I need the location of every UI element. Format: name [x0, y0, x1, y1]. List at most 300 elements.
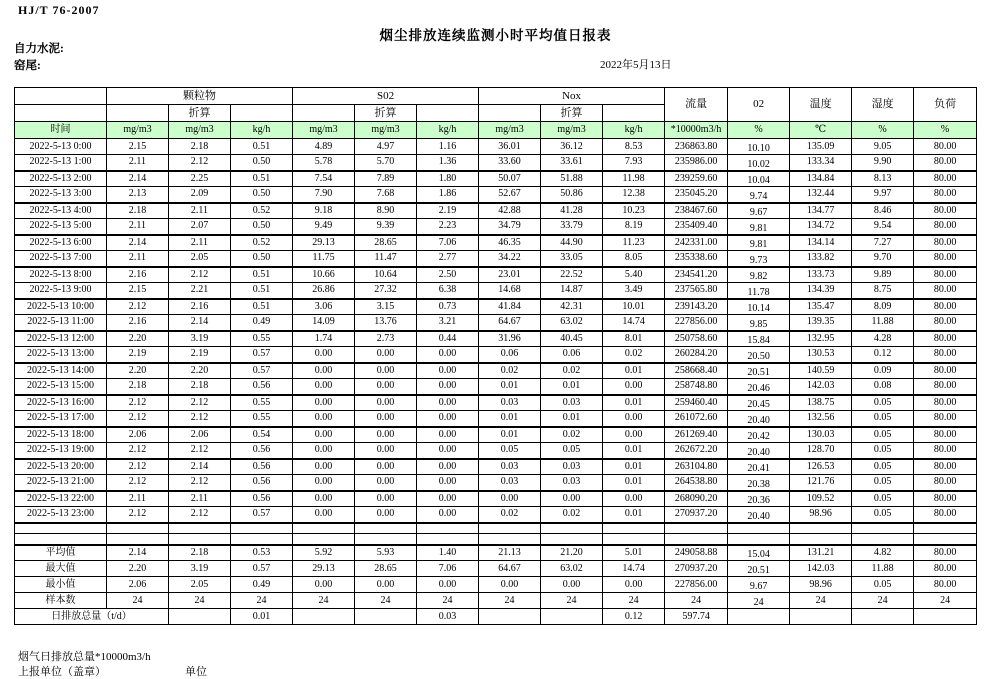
- value-cell: 0.00: [417, 491, 479, 507]
- summary-label: 最小值: [15, 577, 107, 593]
- value-cell: 8.05: [603, 251, 665, 267]
- value-cell: 0.05: [852, 395, 914, 411]
- value-cell: 13.76: [355, 315, 417, 331]
- value-cell: 0.05: [541, 443, 603, 459]
- value-cell: 0.00: [293, 475, 355, 491]
- value-cell: 2.18: [169, 139, 231, 155]
- value-cell: 9.81: [728, 235, 790, 251]
- value-cell: 24: [541, 593, 603, 609]
- value-cell: 24: [665, 593, 728, 609]
- value-cell: 80.00: [914, 347, 977, 363]
- value-cell: 2.12: [107, 459, 169, 475]
- value-cell: 24: [790, 593, 852, 609]
- value-cell: 0.01: [603, 475, 665, 491]
- value-cell: 0.00: [603, 491, 665, 507]
- value-cell: 242331.00: [665, 235, 728, 251]
- value-cell: 1.80: [417, 171, 479, 187]
- value-cell: 132.95: [790, 331, 852, 347]
- value-cell: 139.35: [790, 315, 852, 331]
- value-cell: 134.84: [790, 171, 852, 187]
- value-cell: 239259.60: [665, 171, 728, 187]
- value-cell: 0.00: [293, 491, 355, 507]
- value-cell: 10.02: [728, 155, 790, 171]
- blank-cell: [355, 523, 417, 534]
- unit-header: ℃: [790, 122, 852, 139]
- value-cell: 9.89: [852, 267, 914, 283]
- value-cell: 10.04: [728, 171, 790, 187]
- monitoring-table: [14, 87, 977, 625]
- value-cell: 0.00: [417, 475, 479, 491]
- value-cell: 7.93: [603, 155, 665, 171]
- value-cell: 7.06: [417, 561, 479, 577]
- value-cell: 0.73: [417, 299, 479, 315]
- value-cell: 0.44: [417, 331, 479, 347]
- value-cell: 80.00: [914, 187, 977, 203]
- value-cell: 0.01: [479, 411, 541, 427]
- value-cell: 134.77: [790, 203, 852, 219]
- value-cell: 4.28: [852, 331, 914, 347]
- value-cell: 3.49: [603, 283, 665, 299]
- value-cell: 0.01: [541, 379, 603, 395]
- value-cell: 2.14: [107, 235, 169, 251]
- value-cell: 33.05: [541, 251, 603, 267]
- value-cell: 235338.60: [665, 251, 728, 267]
- value-cell: 11.88: [852, 315, 914, 331]
- value-cell: 4.89: [293, 139, 355, 155]
- table-row: [15, 139, 977, 155]
- value-cell: 0.00: [355, 379, 417, 395]
- value-cell: 235045.20: [665, 187, 728, 203]
- value-cell: 0.51: [231, 283, 293, 299]
- blank-cell: [728, 523, 790, 534]
- value-cell: 14.68: [479, 283, 541, 299]
- value-cell: 9.18: [293, 203, 355, 219]
- table-row: [15, 235, 977, 251]
- value-cell: 0.51: [231, 171, 293, 187]
- unit-label: 单位: [185, 666, 207, 678]
- value-cell: 0.57: [231, 507, 293, 523]
- spacer-row: [15, 523, 977, 534]
- value-cell: 33.61: [541, 155, 603, 171]
- summary-row: [15, 561, 977, 577]
- value-cell: 0.12: [852, 347, 914, 363]
- table-row: [15, 459, 977, 475]
- value-cell: 2.20: [107, 363, 169, 379]
- value-cell: 14.09: [293, 315, 355, 331]
- value-cell: 20.50: [728, 347, 790, 363]
- blank-cell: [479, 105, 541, 122]
- value-cell: 0.01: [479, 379, 541, 395]
- time-cell: 2022-5-13 0:00: [15, 139, 107, 155]
- value-cell: 0.05: [852, 443, 914, 459]
- time-cell: 2022-5-13 23:00: [15, 507, 107, 523]
- value-cell: 0.00: [417, 363, 479, 379]
- value-cell: 134.14: [790, 235, 852, 251]
- value-cell: 0.02: [541, 427, 603, 443]
- standard-number: HJ/T 76-2007: [18, 3, 100, 17]
- unit-header: *10000m3/h: [665, 122, 728, 139]
- value-cell: 0.55: [231, 395, 293, 411]
- time-cell: 2022-5-13 4:00: [15, 203, 107, 219]
- value-cell: 3.21: [417, 315, 479, 331]
- value-cell: 261072.60: [665, 411, 728, 427]
- unit-header: mg/m3: [355, 122, 417, 139]
- value-cell: 131.21: [790, 545, 852, 561]
- value-cell: 0.56: [231, 491, 293, 507]
- value-cell: 11.88: [852, 561, 914, 577]
- value-cell: 36.12: [541, 139, 603, 155]
- blank-cell: [790, 534, 852, 545]
- value-cell: 26.86: [293, 283, 355, 299]
- value-cell: 5.78: [293, 155, 355, 171]
- value-cell: 2.18: [107, 379, 169, 395]
- flow-header: 流量: [665, 88, 728, 122]
- blank-cell: [665, 534, 728, 545]
- value-cell: 0.00: [417, 459, 479, 475]
- value-cell: 0.03: [541, 475, 603, 491]
- value-cell: 80.00: [914, 379, 977, 395]
- value-cell: [355, 609, 417, 625]
- value-cell: 11.98: [603, 171, 665, 187]
- value-cell: 0.05: [852, 459, 914, 475]
- value-cell: 24: [355, 593, 417, 609]
- value-cell: 7.90: [293, 187, 355, 203]
- value-cell: 10.64: [355, 267, 417, 283]
- value-cell: 5.40: [603, 267, 665, 283]
- value-cell: 2.06: [107, 577, 169, 593]
- value-cell: 2.15: [107, 139, 169, 155]
- unit-header: %: [728, 122, 790, 139]
- value-cell: 2.20: [169, 363, 231, 379]
- value-cell: 0.00: [541, 577, 603, 593]
- time-cell: 2022-5-13 12:00: [15, 331, 107, 347]
- value-cell: 0.00: [417, 411, 479, 427]
- value-cell: 0.00: [355, 395, 417, 411]
- table-row: [15, 475, 977, 491]
- value-cell: 2.14: [169, 315, 231, 331]
- value-cell: 80.00: [914, 203, 977, 219]
- table-row: [15, 155, 977, 171]
- value-cell: 98.96: [790, 577, 852, 593]
- o2-header: 02: [728, 88, 790, 122]
- value-cell: 24: [914, 593, 977, 609]
- value-cell: 28.65: [355, 561, 417, 577]
- time-cell: 2022-5-13 7:00: [15, 251, 107, 267]
- blank-cell: [355, 534, 417, 545]
- value-cell: 24: [231, 593, 293, 609]
- value-cell: 262672.20: [665, 443, 728, 459]
- value-cell: 20.36: [728, 491, 790, 507]
- value-cell: 36.01: [479, 139, 541, 155]
- time-cell: 2022-5-13 14:00: [15, 363, 107, 379]
- humidity-header: 湿度: [852, 88, 914, 122]
- table-body: [15, 139, 977, 625]
- value-cell: 0.00: [479, 491, 541, 507]
- value-cell: 0.56: [231, 475, 293, 491]
- unit-header: mg/m3: [293, 122, 355, 139]
- value-cell: 80.00: [914, 155, 977, 171]
- blank-cell: [417, 523, 479, 534]
- page-title: 烟尘排放连续监测小时平均值日报表: [379, 28, 612, 43]
- value-cell: 1.74: [293, 331, 355, 347]
- value-cell: 9.85: [728, 315, 790, 331]
- value-cell: 8.46: [852, 203, 914, 219]
- value-cell: 2.18: [169, 379, 231, 395]
- value-cell: 0.06: [541, 347, 603, 363]
- value-cell: 2.14: [169, 459, 231, 475]
- value-cell: 235409.40: [665, 219, 728, 235]
- value-cell: 0.00: [293, 577, 355, 593]
- table-row: [15, 267, 977, 283]
- value-cell: 63.02: [541, 561, 603, 577]
- table-row: [15, 299, 977, 315]
- value-cell: 9.05: [852, 139, 914, 155]
- blank-cell: [231, 105, 293, 122]
- blank-cell: [541, 534, 603, 545]
- value-cell: 0.00: [417, 427, 479, 443]
- value-cell: 2.11: [169, 235, 231, 251]
- value-cell: 128.70: [790, 443, 852, 459]
- value-cell: 4.97: [355, 139, 417, 155]
- value-cell: 0.05: [852, 491, 914, 507]
- value-cell: 236863.80: [665, 139, 728, 155]
- unit-header: mg/m3: [541, 122, 603, 139]
- value-cell: 1.40: [417, 545, 479, 561]
- value-cell: 0.53: [231, 545, 293, 561]
- value-cell: 263104.80: [665, 459, 728, 475]
- value-cell: 0.05: [852, 507, 914, 523]
- value-cell: 0.01: [541, 411, 603, 427]
- so2-converted-header: 折算: [355, 105, 417, 122]
- value-cell: 0.50: [231, 251, 293, 267]
- value-cell: 2.05: [169, 577, 231, 593]
- value-cell: 22.52: [541, 267, 603, 283]
- value-cell: 0.01: [603, 443, 665, 459]
- blank-cell: [231, 534, 293, 545]
- value-cell: 133.82: [790, 251, 852, 267]
- value-cell: 0.50: [231, 155, 293, 171]
- value-cell: 80.00: [914, 561, 977, 577]
- value-cell: 33.60: [479, 155, 541, 171]
- value-cell: [790, 609, 852, 625]
- unit-header: kg/h: [417, 122, 479, 139]
- time-cell: 2022-5-13 5:00: [15, 219, 107, 235]
- value-cell: 14.74: [603, 315, 665, 331]
- value-cell: 2.15: [107, 283, 169, 299]
- value-cell: 10.66: [293, 267, 355, 283]
- value-cell: 7.27: [852, 235, 914, 251]
- value-cell: 2.12: [169, 507, 231, 523]
- value-cell: 80.00: [914, 299, 977, 315]
- blank-cell: [169, 534, 231, 545]
- summary-label: 日排放总量（t/d）: [15, 609, 169, 625]
- value-cell: 0.01: [231, 609, 293, 625]
- value-cell: 9.90: [852, 155, 914, 171]
- value-cell: 0.05: [852, 577, 914, 593]
- value-cell: 20.51: [728, 363, 790, 379]
- value-cell: 80.00: [914, 251, 977, 267]
- value-cell: 2.23: [417, 219, 479, 235]
- value-cell: 2.12: [107, 299, 169, 315]
- value-cell: 2.14: [107, 545, 169, 561]
- value-cell: 10.23: [603, 203, 665, 219]
- value-cell: 20.42: [728, 427, 790, 443]
- value-cell: [169, 609, 231, 625]
- blank-cell: [15, 534, 107, 545]
- value-cell: 0.00: [293, 379, 355, 395]
- value-cell: 0.00: [417, 577, 479, 593]
- value-cell: 24: [169, 593, 231, 609]
- table-row: [15, 427, 977, 443]
- table-header: [15, 88, 977, 139]
- value-cell: 64.67: [479, 561, 541, 577]
- value-cell: 0.01: [603, 507, 665, 523]
- value-cell: 28.65: [355, 235, 417, 251]
- summary-row: [15, 577, 977, 593]
- value-cell: 2.11: [107, 251, 169, 267]
- blank-cell: [603, 534, 665, 545]
- value-cell: 10.10: [728, 139, 790, 155]
- value-cell: 2.12: [107, 395, 169, 411]
- value-cell: 2.20: [107, 561, 169, 577]
- value-cell: 121.76: [790, 475, 852, 491]
- value-cell: 80.00: [914, 507, 977, 523]
- value-cell: 42.88: [479, 203, 541, 219]
- blank-cell: [603, 105, 665, 122]
- value-cell: 0.00: [417, 507, 479, 523]
- blank-cell: [169, 523, 231, 534]
- value-cell: 0.00: [293, 347, 355, 363]
- table-row: [15, 491, 977, 507]
- value-cell: 0.00: [603, 411, 665, 427]
- value-cell: 0.50: [231, 187, 293, 203]
- blank-cell: [107, 105, 169, 122]
- spacer-row: [15, 534, 977, 545]
- value-cell: 2.50: [417, 267, 479, 283]
- value-cell: 9.49: [293, 219, 355, 235]
- value-cell: 0.57: [231, 561, 293, 577]
- value-cell: 24: [479, 593, 541, 609]
- value-cell: 0.00: [541, 491, 603, 507]
- value-cell: 9.39: [355, 219, 417, 235]
- value-cell: 2.16: [169, 299, 231, 315]
- value-cell: 0.00: [417, 379, 479, 395]
- value-cell: 2.19: [169, 347, 231, 363]
- value-cell: 24: [852, 593, 914, 609]
- table-row: [15, 411, 977, 427]
- value-cell: 31.96: [479, 331, 541, 347]
- blank-cell: [914, 534, 977, 545]
- value-cell: 21.20: [541, 545, 603, 561]
- value-cell: 33.79: [541, 219, 603, 235]
- value-cell: 0.50: [231, 219, 293, 235]
- value-cell: 2.14: [107, 171, 169, 187]
- report-unit-label: 上报单位（盖章）: [18, 666, 106, 678]
- unit-header: mg/m3: [107, 122, 169, 139]
- summary-row: [15, 593, 977, 609]
- value-cell: 14.87: [541, 283, 603, 299]
- value-cell: 6.38: [417, 283, 479, 299]
- value-cell: 261269.40: [665, 427, 728, 443]
- table-row: [15, 187, 977, 203]
- blank-cell: [417, 534, 479, 545]
- value-cell: 7.54: [293, 171, 355, 187]
- value-cell: 140.59: [790, 363, 852, 379]
- value-cell: 258748.80: [665, 379, 728, 395]
- value-cell: 5.70: [355, 155, 417, 171]
- value-cell: 133.34: [790, 155, 852, 171]
- unit-header: mg/m3: [479, 122, 541, 139]
- value-cell: 258668.40: [665, 363, 728, 379]
- value-cell: 234541.20: [665, 267, 728, 283]
- summary-row: [15, 545, 977, 561]
- value-cell: 98.96: [790, 507, 852, 523]
- value-cell: 80.00: [914, 443, 977, 459]
- value-cell: 80.00: [914, 139, 977, 155]
- value-cell: 2.18: [107, 203, 169, 219]
- value-cell: 80.00: [914, 411, 977, 427]
- blank-cell: [293, 105, 355, 122]
- value-cell: 9.81: [728, 219, 790, 235]
- value-cell: 0.49: [231, 577, 293, 593]
- value-cell: 2.11: [107, 491, 169, 507]
- value-cell: 9.67: [728, 203, 790, 219]
- value-cell: 0.51: [231, 139, 293, 155]
- value-cell: 0.56: [231, 379, 293, 395]
- value-cell: 24: [728, 593, 790, 609]
- value-cell: 0.57: [231, 347, 293, 363]
- table-row: [15, 395, 977, 411]
- value-cell: 2.25: [169, 171, 231, 187]
- time-cell: 2022-5-13 3:00: [15, 187, 107, 203]
- time-cell: 2022-5-13 15:00: [15, 379, 107, 395]
- temperature-header: 温度: [790, 88, 852, 122]
- value-cell: 2.21: [169, 283, 231, 299]
- value-cell: 2.12: [107, 411, 169, 427]
- value-cell: 3.15: [355, 299, 417, 315]
- value-cell: 11.75: [293, 251, 355, 267]
- value-cell: 23.01: [479, 267, 541, 283]
- value-cell: 270937.20: [665, 507, 728, 523]
- value-cell: 0.00: [355, 347, 417, 363]
- value-cell: 51.88: [541, 171, 603, 187]
- unit-header: %: [914, 122, 977, 139]
- table-row: [15, 251, 977, 267]
- value-cell: 0.00: [355, 577, 417, 593]
- value-cell: 264538.80: [665, 475, 728, 491]
- value-cell: 10.14: [728, 299, 790, 315]
- table-row: [15, 347, 977, 363]
- value-cell: 9.73: [728, 251, 790, 267]
- value-cell: 0.52: [231, 235, 293, 251]
- value-cell: 4.82: [852, 545, 914, 561]
- value-cell: 2.12: [169, 411, 231, 427]
- value-cell: [479, 609, 541, 625]
- value-cell: 40.45: [541, 331, 603, 347]
- value-cell: 52.67: [479, 187, 541, 203]
- summary-label: 平均值: [15, 545, 107, 561]
- blank-cell: [790, 523, 852, 534]
- blank-cell: [107, 523, 169, 534]
- value-cell: 0.06: [479, 347, 541, 363]
- value-cell: 0.03: [541, 395, 603, 411]
- value-cell: 64.67: [479, 315, 541, 331]
- value-cell: 0.00: [355, 491, 417, 507]
- value-cell: 21.13: [479, 545, 541, 561]
- blank-cell: [15, 105, 107, 122]
- value-cell: 227856.00: [665, 577, 728, 593]
- value-cell: 24: [293, 593, 355, 609]
